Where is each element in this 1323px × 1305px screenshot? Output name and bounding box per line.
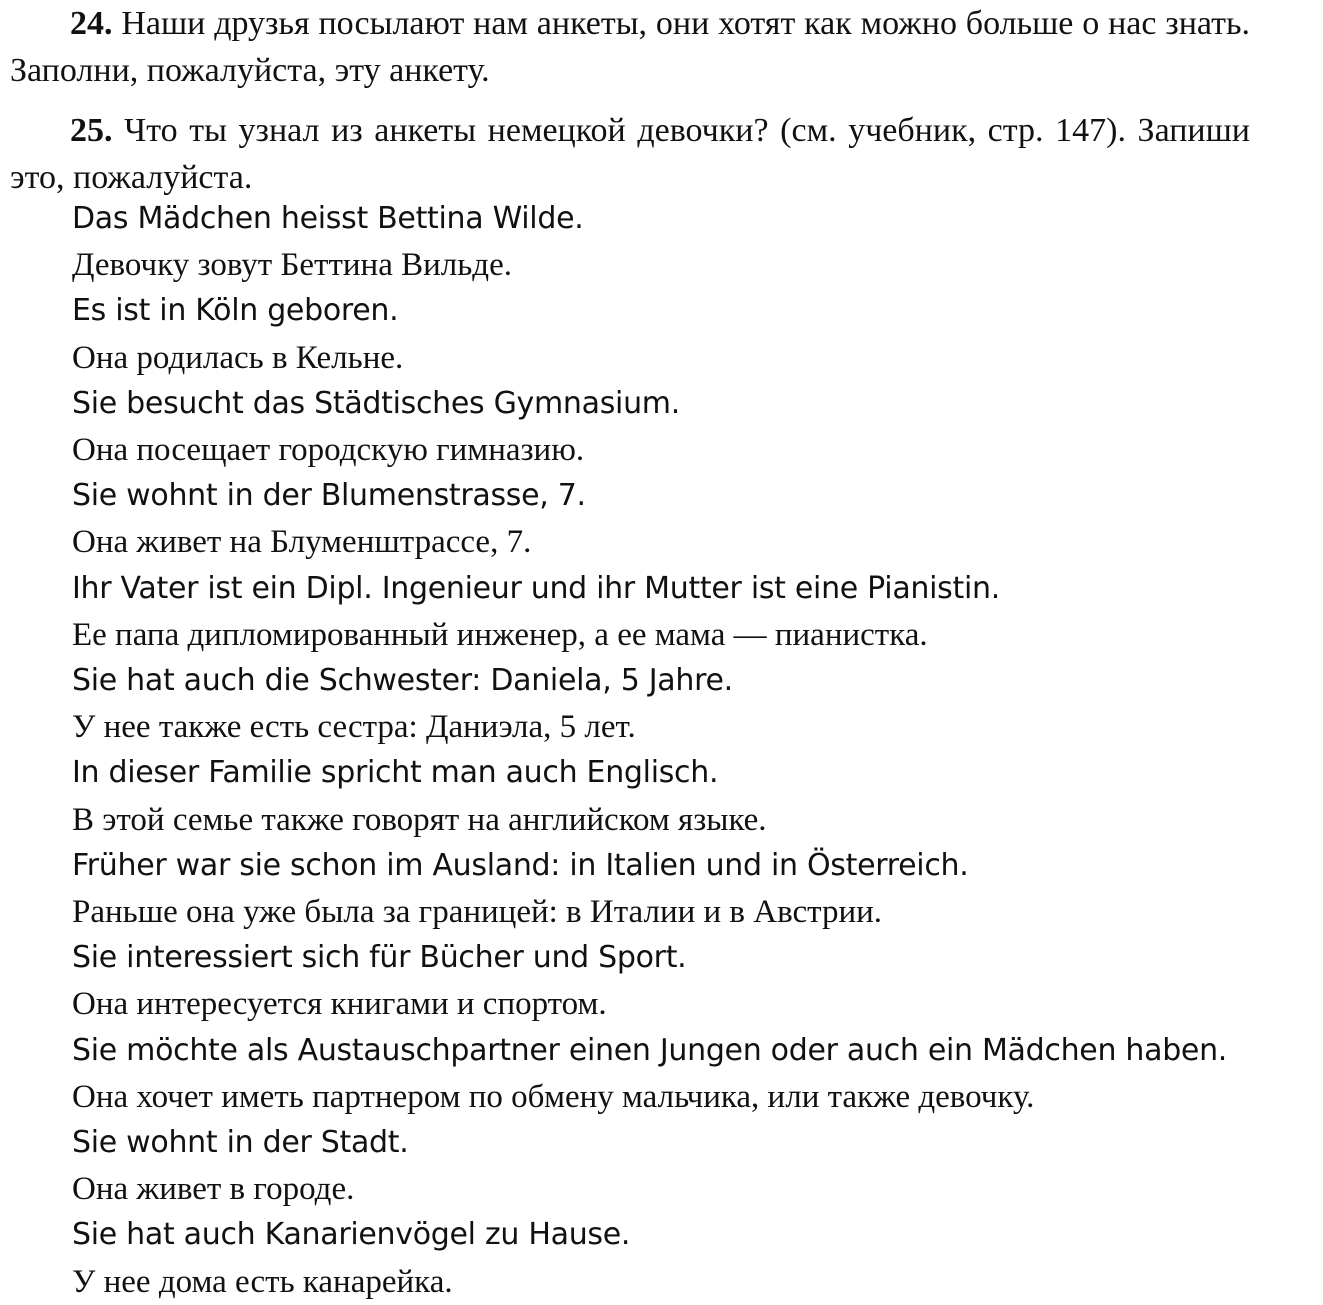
answer-line-ru: Она живет на Блуменштрассе, 7. [72, 524, 532, 561]
task-25-text: Что ты узнал из анкеты немецкой девочки? (см. учебник, стр. 147). Запиши это, пожалуйста. [10, 112, 1251, 196]
task-24-number: 24. [70, 5, 113, 42]
answer-line-de: Sie besucht das Städtisches Gymnasium. [72, 385, 680, 421]
answer-line-de: Es ist in Köln geboren. [72, 293, 399, 329]
answer-line-de: Sie möchte als Austauschpartner einen Jungen oder auch ein Mädchen haben. [72, 1032, 1228, 1068]
answer-line-de: Sie hat auch die Schwester: Daniela, 5 Jahre. [72, 663, 733, 699]
task-25-number: 25. [70, 112, 113, 149]
task-24 [10, 0, 1250, 94]
answer-line-de: Sie wohnt in der Blumenstrasse, 7. [72, 478, 586, 514]
answer-line-ru: У нее также есть сестра: Даниэла, 5 лет. [72, 709, 636, 746]
answer-line-de: Sie wohnt in der Stadt. [72, 1125, 409, 1161]
answer-line-ru: Раньше она уже была за границей: в Италии и в Австрии. [72, 894, 883, 931]
answer-line-ru: Она интересуется книгами и спортом. [72, 986, 607, 1023]
answer-line-ru: Она хочет иметь партнером по обмену мальчика, или также девочку. [72, 1078, 1035, 1115]
answer-list [72, 196, 1227, 1305]
answer-line-de: Sie hat auch Kanarienvögel zu Hause. [72, 1217, 631, 1253]
answer-line-ru: У нее дома есть канарейка. [72, 1263, 453, 1300]
answer-line-de: Sie interessiert sich für Bücher und Sport. [72, 940, 687, 976]
task-24-text: Наши друзья посылают нам анкеты, они хотят как можно больше о нас знать. Заполни, пожалуйста, эту анкету. [10, 5, 1250, 89]
answer-line-de: In dieser Familie spricht man auch Englisch. [72, 755, 719, 791]
answer-line-de: Das Mädchen heisst Bettina Wilde. [72, 201, 584, 236]
answer-line-ru: Она родилась в Кельне. [72, 339, 404, 376]
answer-line-ru: Она посещает городскую гимназию. [72, 432, 585, 469]
answer-line-de: Früher war sie schon im Ausland: in Italien und in Österreich. [72, 847, 969, 883]
task-25 [10, 107, 1250, 201]
answer-line-ru: Ее папа дипломированный инженер, а ее мама — пианистка. [72, 616, 928, 653]
answer-line-ru: Девочку зовут Беттина Вильде. [72, 247, 512, 284]
answer-line-ru: Она живет в городе. [72, 1171, 355, 1208]
answer-line-ru: В этой семье также говорят на английском языке. [72, 801, 767, 838]
answer-line-de: Ihr Vater ist ein Dipl. Ingenieur und ihr Mutter ist eine Pianistin. [72, 570, 1000, 606]
